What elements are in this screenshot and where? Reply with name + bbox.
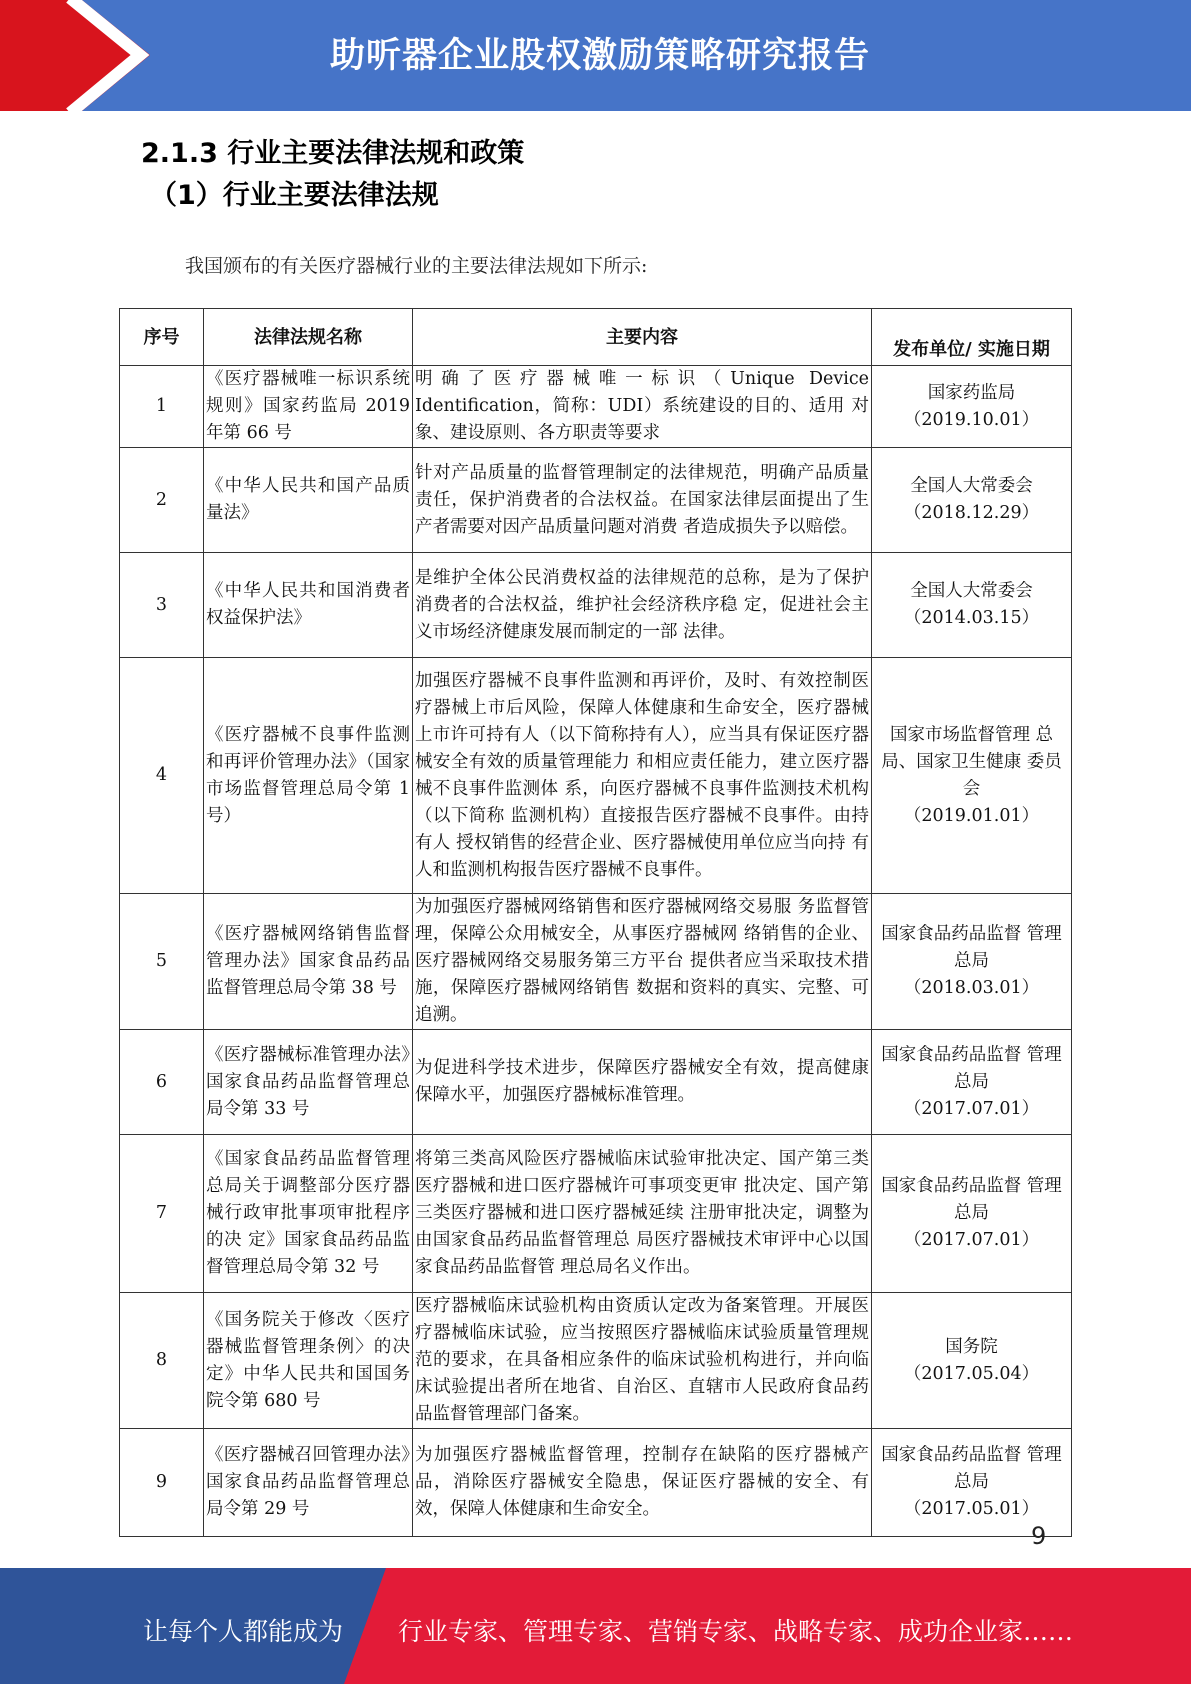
effective-date: （2018.12.29） [903,503,1040,523]
footer-slogan-right: 行业专家、管理专家、营销专家、战略专家、成功企业家…… [398,1617,1074,1646]
publisher-org: 国家食品药品监督 管理总局 [881,1176,1062,1223]
law-content: 为加强医疗器械网络销售和医疗器械网络交易服 务监督管理，保障公众用械安全，从事医疗器械网 络销售的企业、医疗器械网络交易服务第三方平台 提供者应当采取技术措施，保障医疗器械网络销售 数据和资料的真实、完整、可追溯。 [413,894,872,1030]
effective-date: （2017.05.04） [903,1363,1040,1384]
row-number: 6 [120,1030,204,1135]
publisher-org: 国家食品药品监督 管理总局 [881,1445,1062,1492]
publisher-cell [872,366,1072,448]
law-content: 针对产品质量的监督管理制定的法律规范，明确产品质量责任，保护消费者的合法权益。在国家法律层面提出了生产者需要对因产品质量问题对消费 者造成损失予以赔偿。 [413,448,872,553]
law-content: 医疗器械临床试验机构由资质认定改为备案管理。开展医疗器械临床试验，应当按照医疗器械临床试验质量管理规范的要求，在具备相应条件的临床试验机构进行，并向临床试验提出者所在地省、自治区、直辖市人民政府食品药品监督管理部门备案。 [413,1293,872,1429]
footer-slogan-left: 让每个人都能成为 [143,1617,344,1646]
law-name: 《医疗器械不良事件监测和再评价管理办法》（国家市场监督管理总局令第 1 号） [204,658,413,894]
publisher-cell [872,1030,1072,1135]
law-name: 《中华人民共和国产品质量法》 [204,448,413,553]
row-number: 7 [120,1135,204,1293]
publisher-cell [872,894,1072,1030]
publisher-org: 全国人大常委会 [910,476,1033,496]
law-content: 明确了医疗器械唯一标识（Unique Device Identification，简称：UDI）系统建设的目的、适用 对象、建设原则、各方职责等要求 [413,366,872,448]
table-row [120,894,1072,1030]
table-row [120,1293,1072,1429]
law-content: 将第三类高风险医疗器械临床试验审批决定、国产第三类医疗器械和进口医疗器械许可事项变更审 批决定、国产第三类医疗器械和进口医疗器械延续 注册审批决定，调整为由国家食品药品监督管理总 局医疗器械技术审评中心以国家食品药品监督管 理总局名义作出。 [413,1135,872,1293]
row-number: 9 [120,1429,204,1537]
header-publisher: 发布单位/ 实施日期 [872,309,1072,366]
law-content: 为促进科学技术进步，保障医疗器械安全有效，提高健康保障水平，加强医疗器械标准管理。 [413,1030,872,1135]
table-row [120,366,1072,448]
effective-date: （2017.05.01） [903,1499,1040,1519]
law-content: 加强医疗器械不良事件监测和再评价，及时、有效控制医疗器械上市后风险，保障人体健康和生命安全，医疗器械上市许可持有人（以下简称持有人），应当具有保证医疗器械安全有效的质量管理能力 和相应责任能力，建立医疗器械不良事件监测体 系，向医疗器械不良事件监测技术机构（以下简称 监测机构）直接报告医疗器械不良事件。由持有人 授权销售的经营企业、医疗器械使用单位应当向持 有人和监测机构报告医疗器械不良事件。 [413,658,872,894]
page-footer [0,1568,1191,1684]
publisher-org: 国家市场监督管理 总局、国家卫生健康 委员会 [881,724,1062,799]
table-row [120,1429,1072,1537]
effective-date: （2014.03.15） [903,608,1040,628]
publisher-org: 国家食品药品监督 管理总局 [881,924,1062,971]
intro-paragraph: 我国颁布的有关医疗器械行业的主要法律法规如下所示: [185,255,648,277]
header-content: 主要内容 [413,309,872,366]
table-body [120,366,1072,1537]
publisher-org: 全国人大常委会 [910,581,1033,601]
header-chevron-icon [0,0,150,111]
effective-date: （2019.01.01） [903,805,1040,826]
table-row [120,553,1072,658]
row-number: 1 [120,366,204,448]
table-header-row [120,309,1072,366]
header-name: 法律法规名称 [204,309,413,366]
publisher-cell [872,1293,1072,1429]
publisher-cell [872,553,1072,658]
laws-table [119,308,1072,1537]
row-number: 3 [120,553,204,658]
table-row [120,658,1072,894]
subsection-heading: （1）行业主要法律法规 [150,180,439,211]
row-number: 4 [120,658,204,894]
publisher-cell [872,448,1072,553]
publisher-org: 国家药监局 [927,382,1016,403]
law-name: 《国家食品药品监督管理总局关于调整部分医疗器械行政审批事项审批程序的决 定》国家食品药品监 督管理总局令第 32 号 [204,1135,413,1293]
header-no: 序号 [120,309,204,366]
law-name: 《医疗器械唯一标识系统规则》国家药监局 2019 年第 66 号 [204,366,413,448]
law-content: 是维护全体公民消费权益的法律规范的总称，是为了保护消费者的合法权益，维护社会经济秩序稳 定，促进社会主义市场经济健康发展而制定的一部 法律。 [413,553,872,658]
law-content: 为加强医疗器械监督管理，控制存在缺陷的医疗器械产品，消除医疗器械安全隐患，保证医疗器械的安全、有效，保障人体健康和生命安全。 [413,1429,872,1537]
law-name: 《医疗器械召回管理办法》国家食品药品监督管理总局令第 29 号 [204,1429,413,1537]
publisher-cell [872,658,1072,894]
row-number: 8 [120,1293,204,1429]
effective-date: （2019.10.01） [903,409,1040,430]
section-heading: 2.1.3 行业主要法律法规和政策 [141,138,525,169]
law-name: 《国务院关于修改〈医疗器械监督管理条例〉的决定》中华人民共和国国务院令第 680 号 [204,1293,413,1429]
law-name: 《中华人民共和国消费者权益保护法》 [204,553,413,658]
effective-date: （2017.07.01） [903,1098,1040,1119]
table-row [120,1030,1072,1135]
publisher-cell [872,1135,1072,1293]
law-name: 《医疗器械标准管理办法》国家食品药品监督管理总局令第 33 号 [204,1030,413,1135]
publisher-org: 国务院 [945,1336,998,1357]
publisher-cell [872,1429,1072,1537]
effective-date: （2017.07.01） [903,1230,1040,1250]
table-row [120,448,1072,553]
page-header [0,0,1191,111]
row-number: 5 [120,894,204,1030]
law-name: 《医疗器械网络销售监督管理办法》国家食品药品监督管理总局令第 38 号 [204,894,413,1030]
report-title: 助听器企业股权激励策略研究报告 [330,36,871,76]
page-number: 9 [1031,1522,1047,1550]
table-row [120,1135,1072,1293]
row-number: 2 [120,448,204,553]
publisher-org: 国家食品药品监督 管理总局 [881,1044,1062,1092]
effective-date: （2018.03.01） [903,978,1040,998]
